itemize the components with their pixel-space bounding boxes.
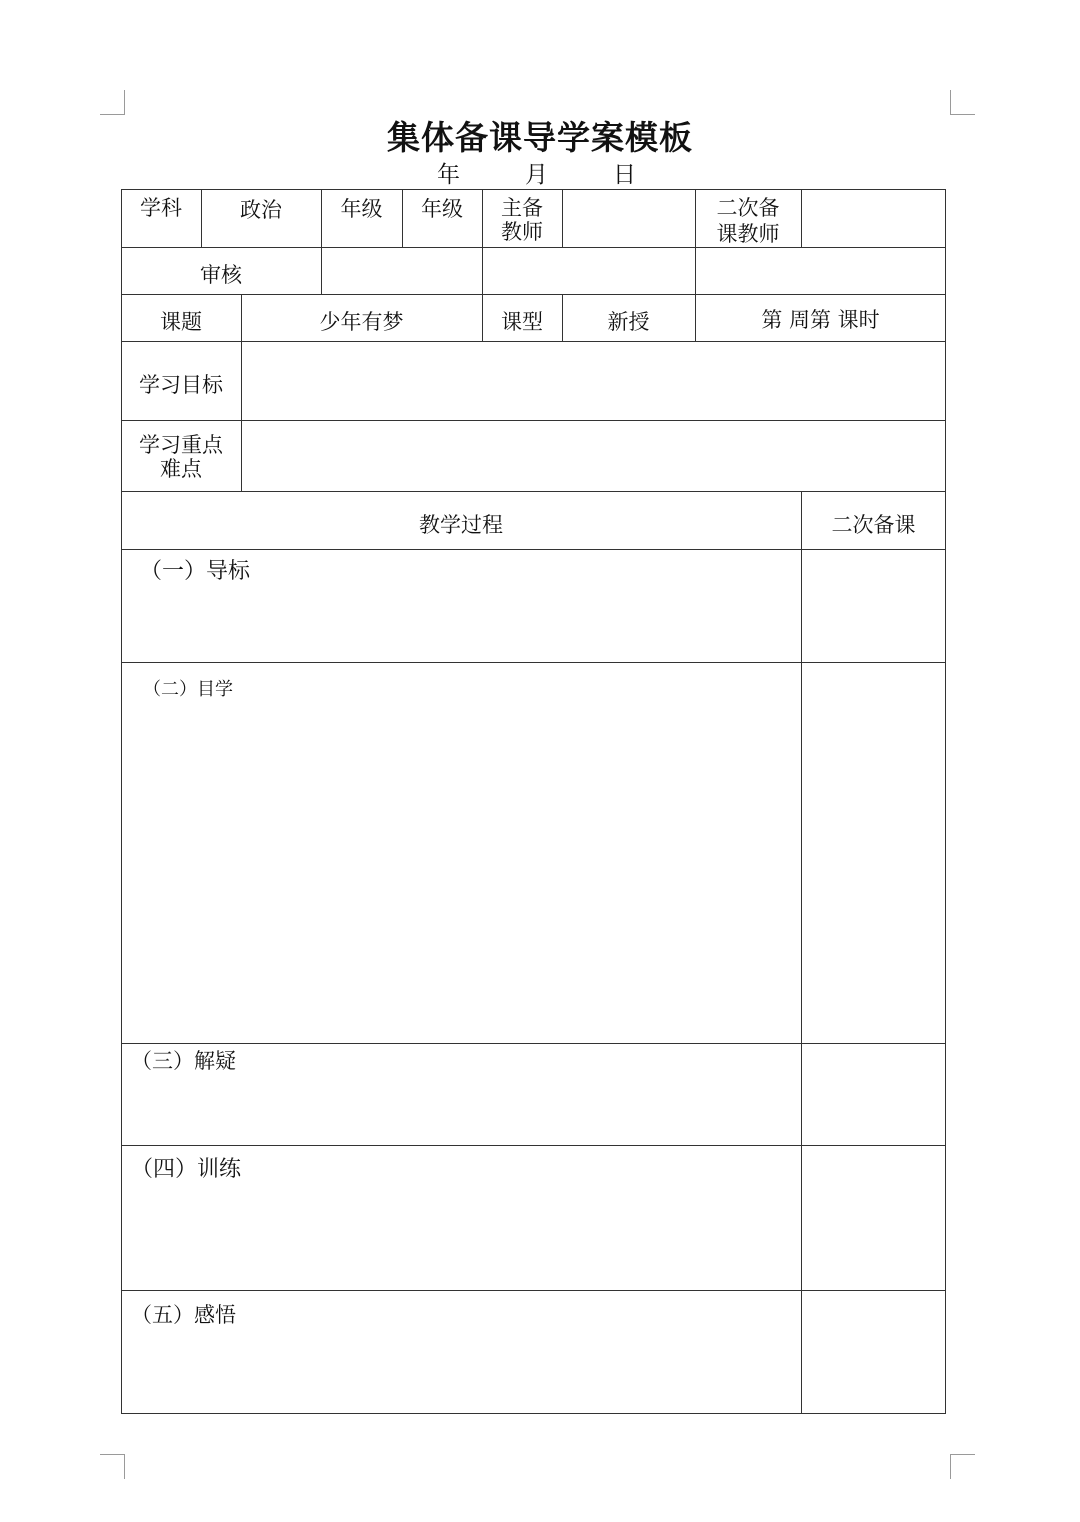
crop-mark-bottom-right — [950, 1454, 975, 1479]
crop-mark-bottom-left — [100, 1454, 125, 1479]
table-rule — [121, 294, 946, 295]
table-rule — [121, 341, 946, 342]
main-teacher-label: 主备 — [501, 196, 543, 220]
section-self-study: （二）目学 — [143, 679, 233, 700]
schedule-text: 第 周第 课时 — [761, 308, 880, 332]
secondary-prep-header: 二次备课 — [831, 513, 916, 537]
lesson-plan-table — [121, 189, 946, 1414]
section-clarify: （三）解疑 — [131, 1049, 236, 1073]
table-rule — [801, 189, 802, 247]
difficulty-label: 难点 — [160, 457, 202, 481]
crop-mark-top-left — [100, 90, 125, 115]
section-guide: （一）导标 — [140, 559, 251, 584]
goal-label: 学习目标 — [139, 373, 223, 397]
review-label: 审核 — [200, 263, 242, 287]
type-label: 课型 — [501, 310, 543, 334]
subject-label: 学科 — [140, 196, 182, 220]
date-month: 月 — [525, 162, 548, 188]
date-year: 年 — [437, 162, 460, 188]
table-rule — [121, 1290, 946, 1291]
table-rule — [121, 662, 946, 663]
table-rule — [121, 491, 946, 492]
key-points-label: 学习重点 — [139, 433, 223, 457]
crop-mark-top-right — [950, 90, 975, 115]
topic-value: 少年有梦 — [319, 310, 404, 334]
type-value: 新授 — [607, 310, 650, 334]
teaching-process-header: 教学过程 — [419, 513, 503, 537]
grade-label: 年级 — [340, 197, 383, 221]
table-rule — [121, 1145, 946, 1146]
table-rule — [121, 1043, 946, 1044]
table-rule — [121, 247, 946, 248]
main-teacher-label-line2: 教师 — [501, 220, 543, 244]
table-rule — [801, 491, 802, 1414]
table-rule — [121, 420, 946, 421]
secondary-teacher-label-line2: 课教师 — [716, 222, 780, 246]
grade-label-2: 年级 — [421, 197, 463, 221]
section-reflection: （五）感悟 — [131, 1303, 236, 1327]
table-rule — [562, 189, 563, 247]
subject-value: 政治 — [240, 198, 282, 222]
table-rule — [121, 549, 946, 550]
document-title: 集体备课导学案模板 — [387, 118, 693, 157]
section-practice: （四）训练 — [131, 1157, 242, 1182]
date-day: 日 — [613, 162, 636, 188]
topic-label: 课题 — [160, 310, 202, 334]
secondary-teacher-label: 二次备 — [716, 196, 780, 220]
